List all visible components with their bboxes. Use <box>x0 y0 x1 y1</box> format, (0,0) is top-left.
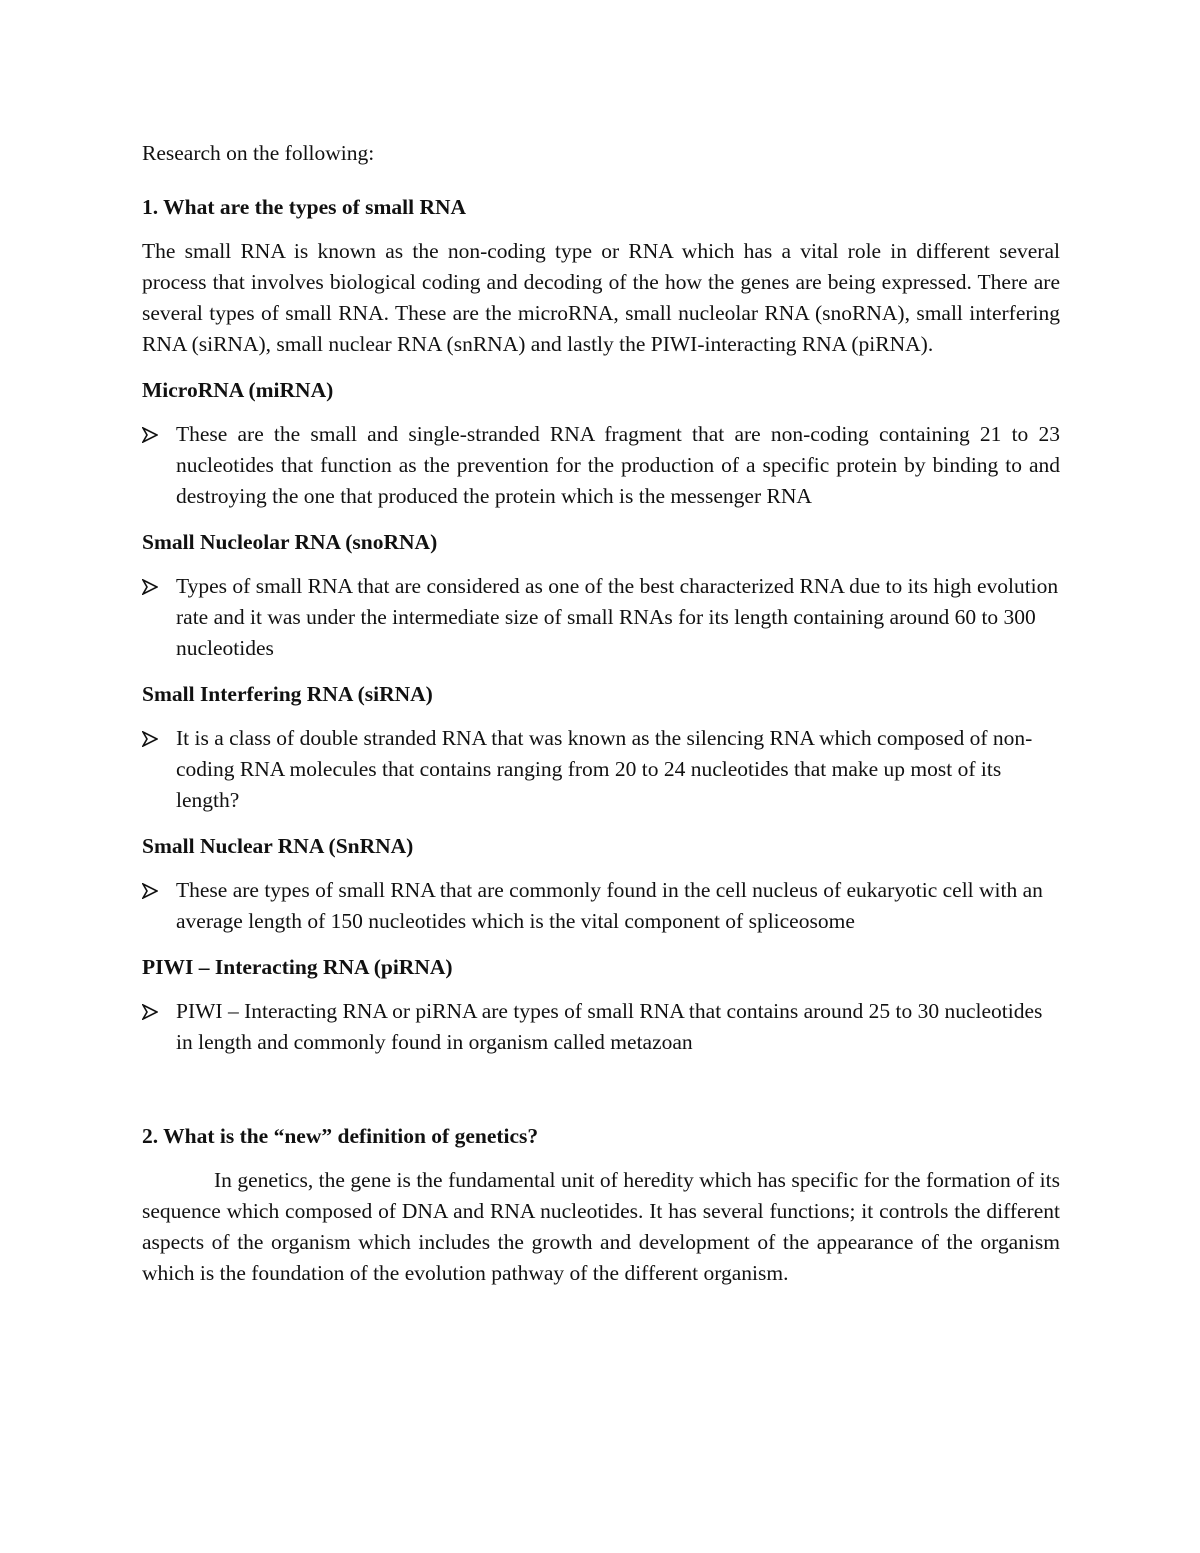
rna-type-bullet <box>142 996 1060 1058</box>
rna-type-heading: Small Nuclear RNA (SnRNA) <box>142 834 414 858</box>
rna-type-snorna <box>142 527 1060 664</box>
intro-line: Research on the following: <box>142 141 375 165</box>
rna-type-bullet <box>142 875 1060 937</box>
question-1-section <box>142 192 1060 1058</box>
arrowhead-bullet-icon <box>142 419 164 443</box>
arrowhead-bullet-icon <box>142 996 164 1020</box>
rna-type-microrna <box>142 375 1060 512</box>
rna-type-heading: MicroRNA (miRNA) <box>142 378 334 402</box>
rna-type-bullet <box>142 723 1060 816</box>
rna-type-heading: Small Interfering RNA (siRNA) <box>142 682 433 706</box>
bullet-text: Types of small RNA that are considered as one of the best characterized RNA due to its high evolution rate and it was under the intermediate size of small RNAs for its length containing around 60 to 300 nucleotides <box>176 574 1059 660</box>
arrowhead-bullet-icon <box>142 723 164 747</box>
rna-type-bullet <box>142 419 1060 512</box>
arrowhead-bullet-icon <box>142 571 164 595</box>
rna-type-sirna <box>142 679 1060 816</box>
question-2-heading: 2. What is the “new” definition of genetics? <box>142 1124 539 1148</box>
rna-type-snrna <box>142 831 1060 937</box>
bullet-text: These are types of small RNA that are commonly found in the cell nucleus of eukaryotic cell with an average length of 150 nucleotides which is the vital component of spliceosome <box>176 878 1043 933</box>
bullet-text: It is a class of double stranded RNA that was known as the silencing RNA which composed of non-coding RNA molecules that contains ranging from 20 to 24 nucleotides that make up most of its length? <box>176 726 1033 812</box>
arrowhead-bullet-icon <box>142 875 164 899</box>
section-spacer <box>142 1073 1060 1121</box>
document-page <box>142 138 1060 1304</box>
rna-type-bullet <box>142 571 1060 664</box>
rna-type-heading: Small Nucleolar RNA (snoRNA) <box>142 530 438 554</box>
rna-type-heading: PIWI – Interacting RNA (piRNA) <box>142 955 453 979</box>
bullet-text: These are the small and single-stranded RNA fragment that are non-coding containing 21 to 23 nucleotides that function as the prevention for the production of a specific protein by binding to and destroying the one that produced the protein which is the messenger RNA <box>176 422 1060 508</box>
question-1-heading: 1. What are the types of small RNA <box>142 195 467 219</box>
question-2-paragraph: In genetics, the gene is the fundamental unit of heredity which has specific for the formation of its sequence which composed of DNA and RNA nucleotides. It has several functions; it controls the different aspects of the organism which includes the growth and development of the appearance of the organism which is the foundation of the evolution pathway of the different organism. <box>142 1168 1060 1285</box>
bullet-text: PIWI – Interacting RNA or piRNA are types of small RNA that contains around 25 to 30 nucleotides in length and commonly found in organism called metazoan <box>176 999 1043 1054</box>
question-1-paragraph: The small RNA is known as the non-coding type or RNA which has a vital role in different several process that involves biological coding and decoding of the how the genes are being expressed. There are several types of small RNA. These are the microRNA, small nucleolar RNA (snoRNA), small interfering RNA (siRNA), small nuclear RNA (snRNA) and lastly the PIWI-interacting RNA (piRNA). <box>142 239 1060 356</box>
rna-type-pirna <box>142 952 1060 1058</box>
question-2-section <box>142 1121 1060 1289</box>
